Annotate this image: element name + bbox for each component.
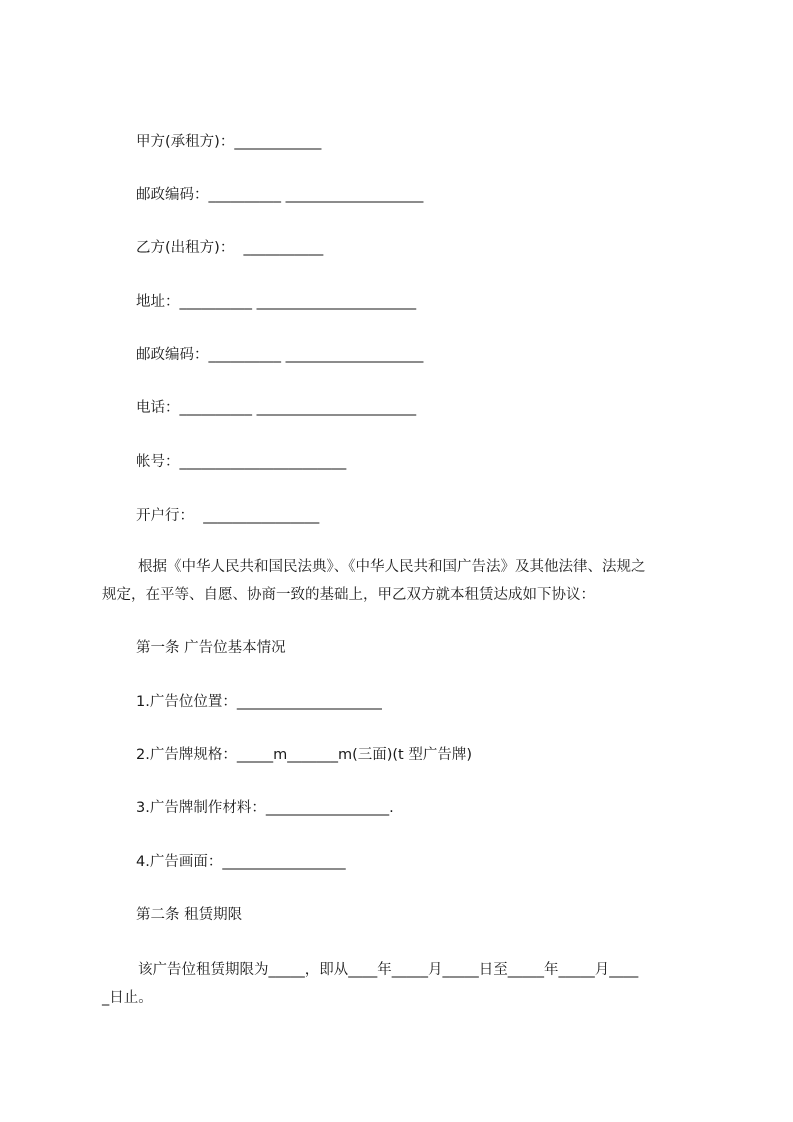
item-billboard-size: 2.广告牌规格：_____m_______m(三面)(t 型广告牌) [136, 747, 473, 763]
postcode-a-field: 邮政编码：__________ ___________________ [136, 187, 424, 203]
article-2-heading: 第二条 租赁期限 [136, 907, 243, 923]
item-ad-image: 4.广告画面：_________________ [136, 854, 346, 870]
article-1-heading: 第一条 广告位基本情况 [136, 640, 286, 656]
term-paragraph-line: _日止。 [102, 990, 153, 1006]
item-billboard-material: 3.广告牌制作材料：_________________. [136, 800, 394, 816]
account-field: 帐号：_______________________ [136, 454, 347, 470]
party-a-field: 甲方(承租方)：____________ [136, 134, 322, 150]
party-b-field: 乙方(出租方)： ___________ [136, 240, 324, 256]
term-paragraph-line: 该广告位租赁期限为_____，即从____年_____月_____日至_____年_____月____ [138, 962, 639, 978]
postcode-b-field: 邮政编码：__________ ___________________ [136, 347, 424, 363]
address-field: 地址：__________ ______________________ [136, 294, 417, 310]
item-ad-location: 1.广告位位置：____________________ [136, 694, 382, 710]
intro-paragraph-line: 根据《中华人民共和国民法典》、《中华人民共和国广告法》及其他法律、法规之 [138, 559, 646, 575]
intro-paragraph-line: 规定，在平等、自愿、协商一致的基础上，甲乙双方就本租赁达成如下协议： [102, 587, 595, 603]
phone-field: 电话：__________ ______________________ [136, 400, 417, 416]
bank-field: 开户行： ________________ [136, 508, 320, 524]
